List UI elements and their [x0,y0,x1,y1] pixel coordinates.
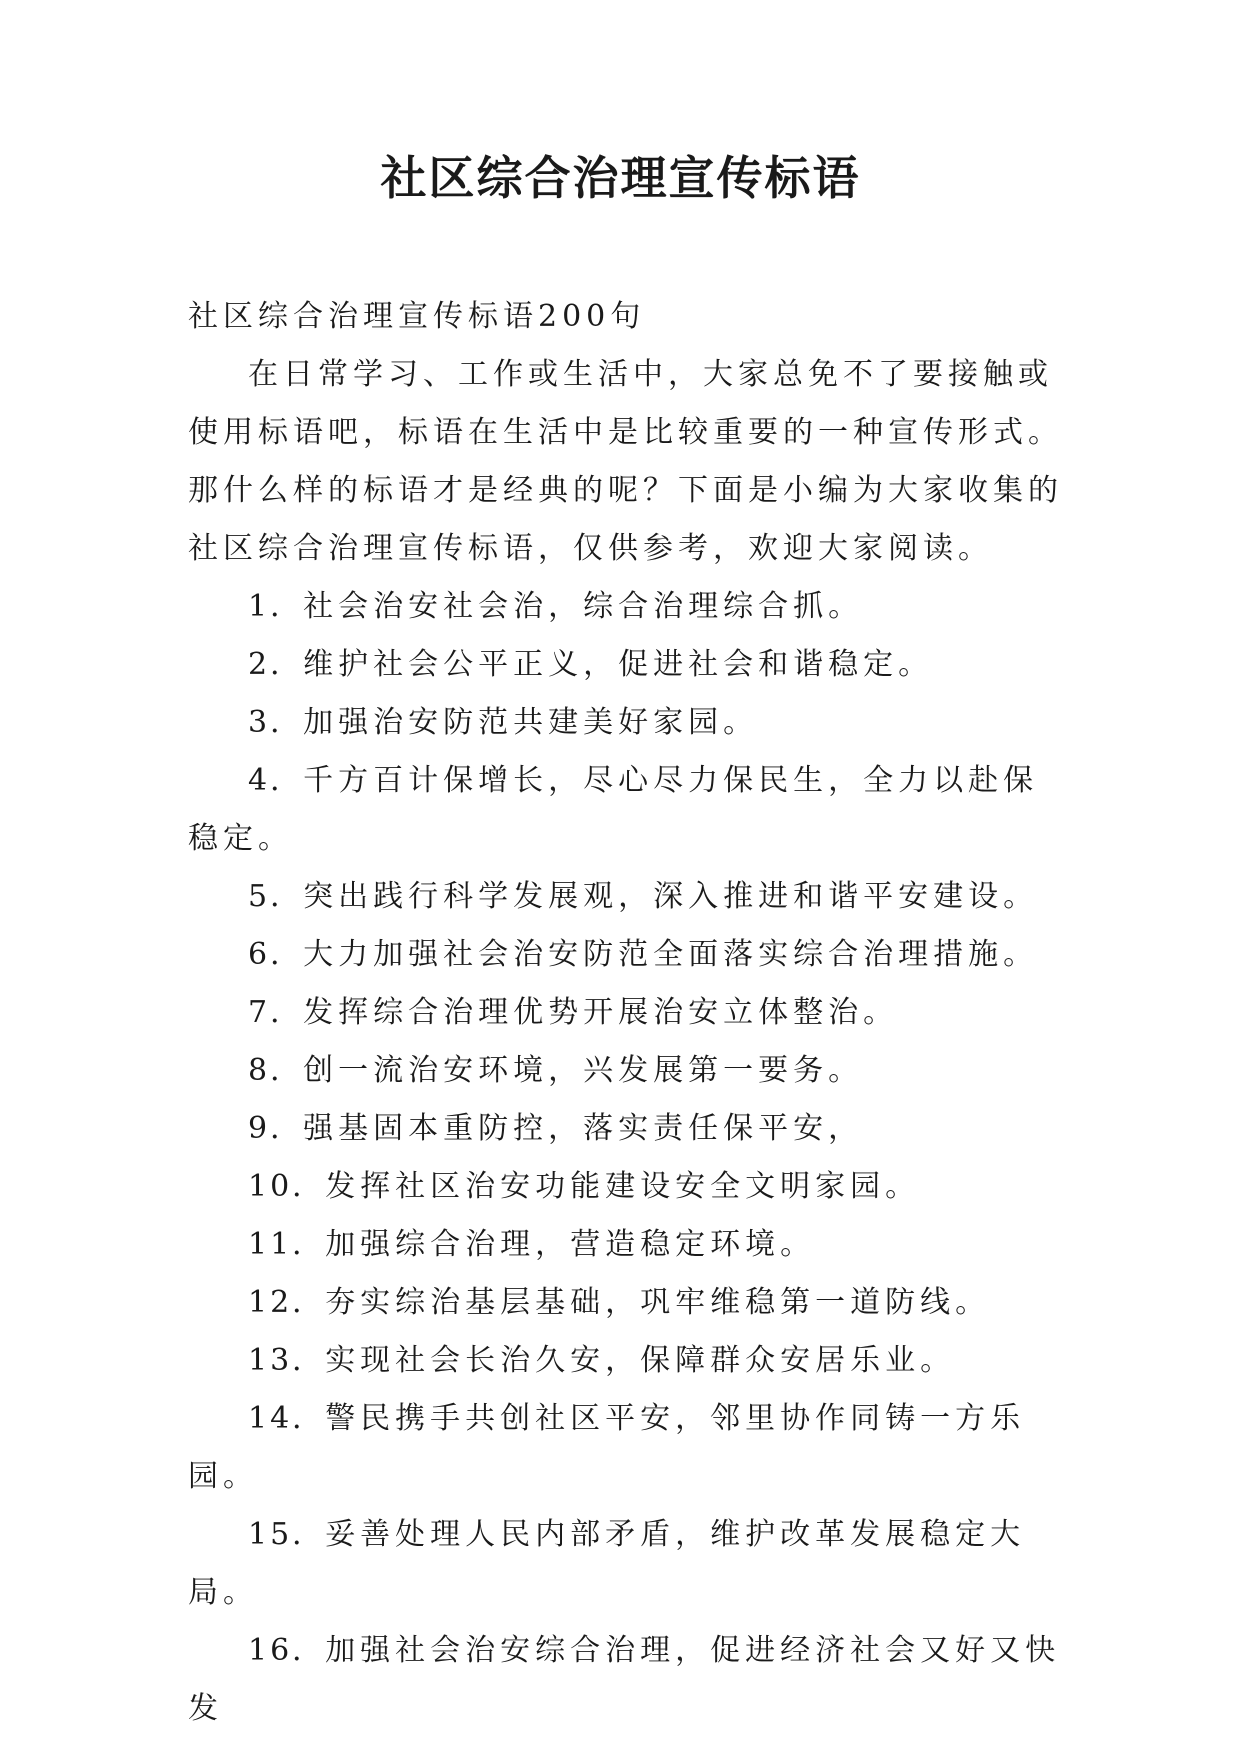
slogan-number: 4． [248,763,304,798]
slogan-item [188,1042,1068,1100]
slogan-text: 大力加强社会治安防范全面落实综合治理措施。 [303,937,1039,972]
slogan-text: 社会治安社会治，综合治理综合抓。 [303,589,864,624]
slogan-number: 15． [248,1517,326,1552]
document-body [188,288,1068,1738]
slogan-item [188,578,1068,636]
slogan-text: 发挥社区治安功能建设安全文明家园。 [325,1169,921,1204]
slogan-number: 7． [248,995,304,1030]
slogan-item [188,868,1068,926]
slogan-text: 警民携手共创社区平安，邻里协作同铸一方乐园。 [188,1401,1026,1494]
slogan-number: 12． [248,1285,326,1320]
slogan-number: 3． [248,705,304,740]
slogan-text: 强基固本重防控，落实责任保平安， [303,1111,864,1146]
slogan-text: 加强综合治理，营造稳定环境。 [325,1227,816,1262]
slogan-text: 实现社会长治久安，保障群众安居乐业。 [325,1343,956,1378]
slogan-text: 突出践行科学发展观，深入推进和谐平安建设。 [303,879,1039,914]
slogan-item [188,694,1068,752]
slogan-text: 加强治安防范共建美好家园。 [303,705,759,740]
slogan-item [188,1332,1068,1390]
slogan-item [188,636,1068,694]
slogan-item [188,926,1068,984]
slogan-number: 9． [248,1111,304,1146]
slogan-text: 妥善处理人民内部矛盾，维护改革发展稳定大局。 [188,1517,1026,1610]
slogan-item [188,1158,1068,1216]
slogan-number: 16． [248,1633,326,1668]
slogan-number: 13． [248,1343,326,1378]
slogan-number: 2． [248,647,304,682]
slogan-text: 夯实综治基层基础，巩牢维稳第一道防线。 [325,1285,991,1320]
slogan-number: 10． [248,1169,326,1204]
slogan-number: 1． [248,589,304,624]
slogan-number: 14． [248,1401,326,1436]
slogan-item [188,752,1068,868]
slogan-number: 5． [248,879,304,914]
slogan-number: 6． [248,937,304,972]
document-subtitle: 社区综合治理宣传标语200句 [188,299,646,334]
slogan-text: 发挥综合治理优势开展治安立体整治。 [303,995,899,1030]
slogan-item [188,1506,1068,1622]
slogan-number: 8． [248,1053,304,1088]
slogan-text: 维护社会公平正义，促进社会和谐稳定。 [303,647,934,682]
slogan-text: 千方百计保增长，尽心尽力保民生，全力以赴保稳定。 [188,763,1039,856]
slogan-item [188,984,1068,1042]
slogan-text: 加强社会治安综合治理，促进经济社会又好又快发 [188,1633,1061,1726]
slogan-item [188,1274,1068,1332]
intro-paragraph: 在日常学习、工作或生活中，大家总免不了要接触或使用标语吧，标语在生活中是比较重要的一种宣传形式。那什么样的标语才是经典的呢？下面是小编为大家收集的社区综合治理宣传标语，仅供参考，欢迎大家阅读。 [188,357,1063,566]
slogan-list [188,578,1068,1738]
document-title: 社区综合治理宣传标语 [380,151,861,205]
slogan-item [188,1622,1068,1738]
slogan-item [188,1100,1068,1158]
slogan-item [188,1216,1068,1274]
slogan-number: 11． [248,1227,326,1262]
slogan-text: 创一流治安环境，兴发展第一要务。 [303,1053,864,1088]
slogan-item [188,1390,1068,1506]
